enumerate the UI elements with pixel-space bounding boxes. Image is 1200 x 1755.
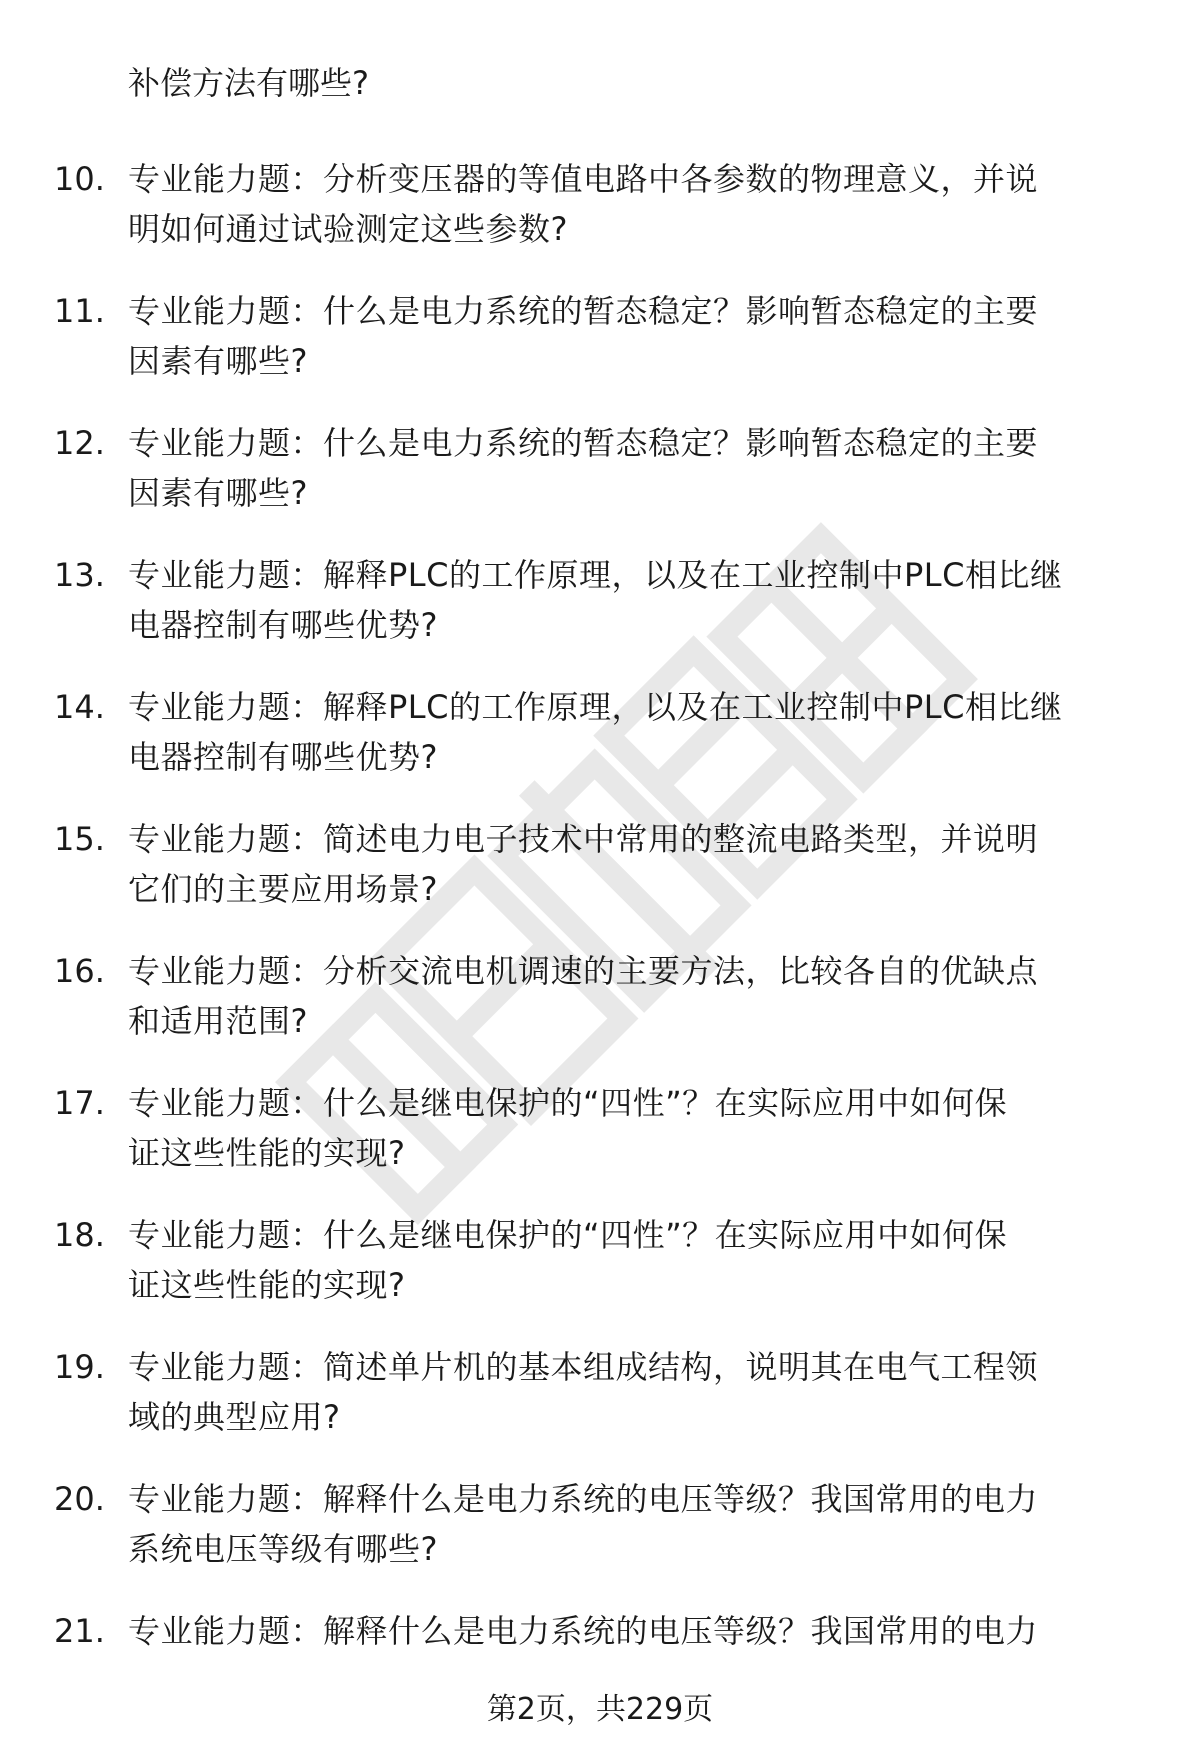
question-line: 专业能力题：解释PLC的工作原理，以及在工业控制中PLC相比继 (128, 688, 1063, 726)
question-number: 11. (54, 292, 105, 330)
question-text (128, 1474, 1168, 1574)
question-number: 12. (54, 424, 105, 462)
list-item (0, 550, 1200, 682)
question-number: 13. (54, 556, 105, 594)
list-item (0, 1474, 1200, 1606)
list-item (0, 286, 1200, 418)
question-line: 电器控制有哪些优势? (128, 738, 438, 776)
question-line: 它们的主要应用场景? (128, 870, 438, 908)
question-list (0, 154, 1200, 1738)
question-line: 专业能力题：解释什么是电力系统的电压等级？我国常用的电力 (128, 1480, 1039, 1518)
question-text (128, 1606, 1168, 1656)
question-line: 专业能力题：什么是电力系统的暂态稳定？影响暂态稳定的主要 (128, 292, 1039, 330)
list-item (0, 682, 1200, 814)
question-line: 电器控制有哪些优势? (128, 606, 438, 644)
list-item (0, 154, 1200, 286)
list-item (0, 1210, 1200, 1342)
question-line: 专业能力题：什么是继电保护的“四性”？在实际应用中如何保 (128, 1084, 1008, 1122)
question-text (128, 946, 1168, 1046)
list-item (0, 1078, 1200, 1210)
question-number: 18. (54, 1216, 105, 1254)
question-text (128, 154, 1168, 254)
question-line: 专业能力题：分析交流电机调速的主要方法，比较各自的优缺点 (128, 952, 1039, 990)
question-number: 14. (54, 688, 105, 726)
question-line: 专业能力题：简述单片机的基本组成结构，说明其在电气工程领 (128, 1348, 1039, 1386)
list-item (0, 418, 1200, 550)
question-number: 10. (54, 160, 105, 198)
question-line: 和适用范围? (128, 1002, 308, 1040)
question-line: 明如何通过试验测定这些参数? (128, 210, 568, 248)
question-text (128, 286, 1168, 386)
question-text (128, 418, 1168, 518)
question-line: 系统电压等级有哪些? (128, 1530, 438, 1568)
continued-question-text: 补偿方法有哪些? (128, 64, 369, 102)
page-footer: 第2页，共229页 (486, 1692, 714, 1727)
question-line: 因素有哪些? (128, 474, 308, 512)
question-line: 专业能力题：分析变压器的等值电路中各参数的物理意义，并说 (128, 160, 1039, 198)
question-line: 证这些性能的实现? (128, 1266, 406, 1304)
question-line: 域的典型应用? (128, 1398, 341, 1436)
question-text (128, 814, 1168, 914)
question-number: 17. (54, 1084, 105, 1122)
question-line: 专业能力题：什么是电力系统的暂态稳定？影响暂态稳定的主要 (128, 424, 1039, 462)
question-number: 21. (54, 1612, 105, 1650)
question-number: 16. (54, 952, 105, 990)
question-text (128, 682, 1168, 782)
question-line: 专业能力题：简述电力电子技术中常用的整流电路类型，并说明 (128, 820, 1039, 858)
question-line: 专业能力题：解释什么是电力系统的电压等级？我国常用的电力 (128, 1612, 1039, 1650)
question-number: 20. (54, 1480, 105, 1518)
question-text (128, 1210, 1168, 1310)
question-line: 因素有哪些? (128, 342, 308, 380)
question-line: 专业能力题：解释PLC的工作原理，以及在工业控制中PLC相比继 (128, 556, 1063, 594)
question-text (128, 1078, 1168, 1178)
list-item (0, 1342, 1200, 1474)
question-text (128, 1342, 1168, 1442)
list-item (0, 946, 1200, 1078)
question-number: 15. (54, 820, 105, 858)
question-text (128, 550, 1168, 650)
question-number: 19. (54, 1348, 105, 1386)
question-line: 专业能力题：什么是继电保护的“四性”？在实际应用中如何保 (128, 1216, 1008, 1254)
list-item (0, 814, 1200, 946)
question-line: 证这些性能的实现? (128, 1134, 406, 1172)
